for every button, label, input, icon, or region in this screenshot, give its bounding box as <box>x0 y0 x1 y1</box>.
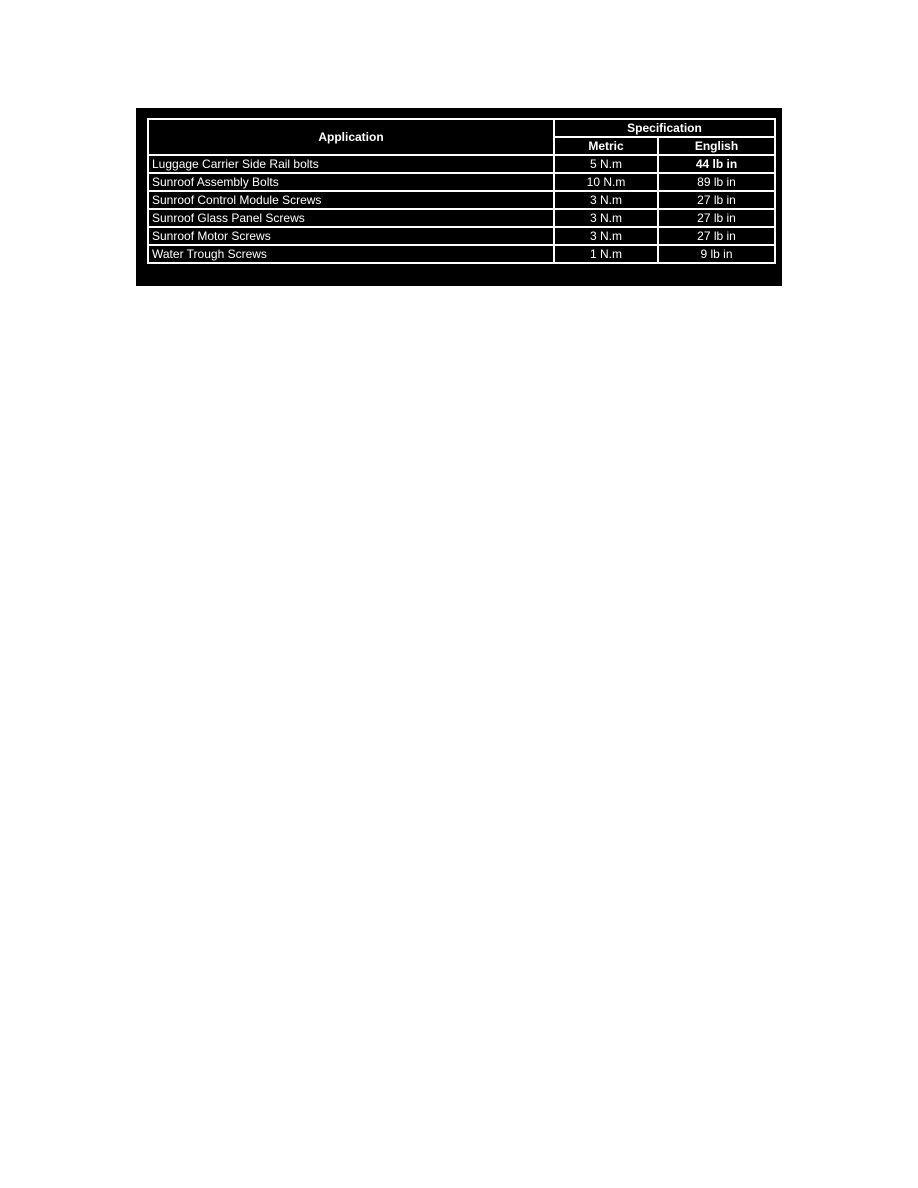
cell-metric: 1 N.m <box>554 245 658 263</box>
cell-application: Sunroof Motor Screws <box>148 227 554 245</box>
cell-application: Sunroof Glass Panel Screws <box>148 209 554 227</box>
cell-application: Water Trough Screws <box>148 245 554 263</box>
specification-table <box>147 118 776 264</box>
cell-metric: 3 N.m <box>554 209 658 227</box>
cell-metric: 3 N.m <box>554 227 658 245</box>
header-specification: Specification <box>554 119 775 137</box>
cell-english: 44 lb in <box>658 155 775 173</box>
table-row <box>148 173 775 191</box>
table-row <box>148 191 775 209</box>
cell-english: 27 lb in <box>658 209 775 227</box>
header-row-1 <box>148 119 775 137</box>
cell-metric: 3 N.m <box>554 191 658 209</box>
specification-panel <box>136 108 782 286</box>
table-row <box>148 155 775 173</box>
table-row <box>148 245 775 263</box>
header-english: English <box>658 137 775 155</box>
table-row <box>148 209 775 227</box>
cell-english: 27 lb in <box>658 191 775 209</box>
cell-english: 9 lb in <box>658 245 775 263</box>
cell-english: 27 lb in <box>658 227 775 245</box>
cell-metric: 5 N.m <box>554 155 658 173</box>
cell-metric: 10 N.m <box>554 173 658 191</box>
cell-application: Luggage Carrier Side Rail bolts <box>148 155 554 173</box>
cell-application: Sunroof Control Module Screws <box>148 191 554 209</box>
table-row <box>148 227 775 245</box>
header-application: Application <box>148 119 554 155</box>
header-metric: Metric <box>554 137 658 155</box>
cell-application: Sunroof Assembly Bolts <box>148 173 554 191</box>
cell-english: 89 lb in <box>658 173 775 191</box>
